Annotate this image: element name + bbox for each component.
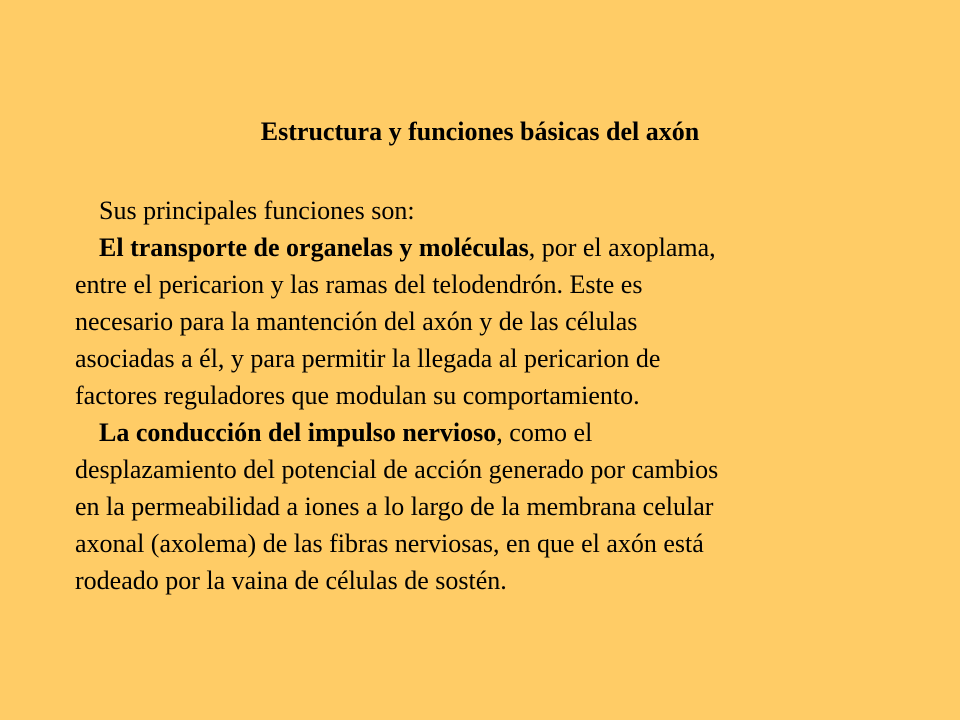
paragraph1-line4: asociadas a él, y para permitir la llegada al pericarion de — [75, 344, 661, 373]
paragraph2-bold-term: La conducción del impulso nervioso — [99, 418, 497, 447]
paragraph1-line1-rest: , por el axoplama, — [528, 233, 716, 262]
intro-line: Sus principales funciones son: — [99, 196, 415, 225]
paragraph1-bold-term: El transporte de organelas y moléculas — [99, 233, 529, 262]
paragraph2-line5: rodeado por la vaina de células de sostén. — [75, 566, 507, 595]
slide-body — [75, 192, 875, 599]
paragraph2-line3: en la permeabilidad a iones a lo largo de la membrana celular — [75, 492, 714, 521]
paragraph1-line1 — [75, 229, 875, 266]
paragraph1-line5: factores reguladores que modulan su comportamiento. — [75, 381, 640, 410]
slide-title: Estructura y funciones básicas del axón — [260, 117, 700, 146]
paragraph2-line2: desplazamiento del potencial de acción generado por cambios — [75, 455, 719, 484]
paragraph1-line3: necesario para la mantención del axón y de las células — [75, 307, 638, 336]
paragraph2-line1 — [75, 414, 875, 451]
paragraph1-line2: entre el pericarion y las ramas del telodendrón. Este es — [75, 270, 643, 299]
paragraph2-line4: axonal (axolema) de las fibras nerviosas, en que el axón está — [75, 529, 704, 558]
paragraph2-line1-rest: , como el — [496, 418, 593, 447]
